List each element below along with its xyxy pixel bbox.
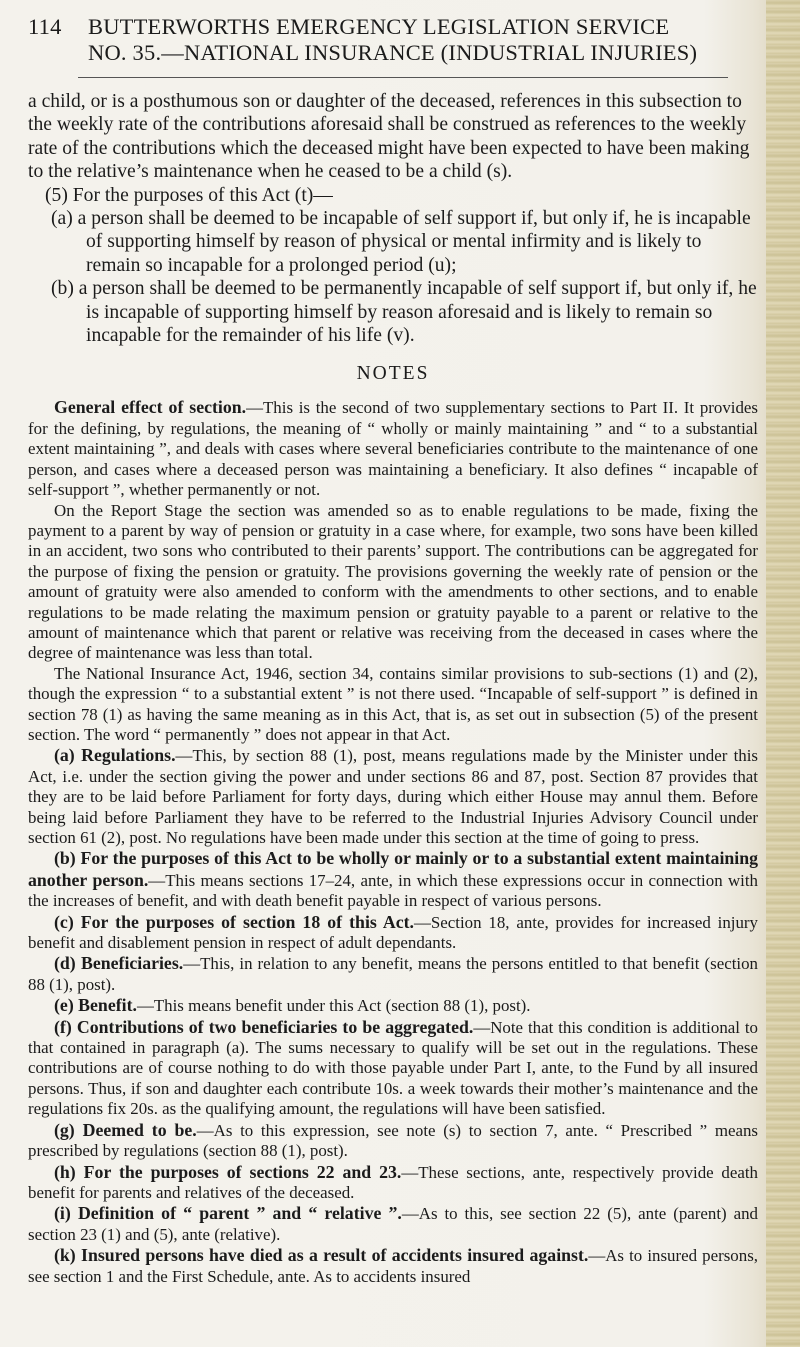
note-item bbox=[28, 1017, 758, 1120]
note-text: —This is the second of two supplementary sections to Part II. It provides for the defining, by regulations, the meaning of “ wholly or mainly maintaining ” and “ to a substantial extent maintaining ”, and deals with cases where several beneficiaries contribute to the maintenance of one person, and cases where a deceased person was maintaining a beneficiary. It also defines “ incapable of self-support ”, whether permanently or not. bbox=[28, 398, 758, 500]
subsection-5: (5) For the purposes of this Act (t)— bbox=[45, 184, 333, 206]
note-text: —As to insured persons, see section 1 and the First Schedule, ante. As to accidents insured bbox=[28, 1246, 758, 1286]
report-stage-note: On the Report Stage the section was amended so as to enable regulations to be made, fixing the payment to a parent by way of pension or gratuity in a case where, for example, two sons have been killed in an accident, two sons who contributed to their parents’ support. The contributions can be aggregated for the purpose of fixing the pension or gratuity. The provisions governing the weekly rate of pension or the amount of gratuity were also amended to conform with the amendments to other sections, and to enable regulations to be made relating the maximum pension or gratuity payable to a parent or relative to the amount of maintenance which that parent or relative was receiving from the deceased in cases where the degree of maintenance was less than total. bbox=[28, 500, 758, 663]
note-item bbox=[28, 953, 758, 995]
note-label: (c) For the purposes of section 18 of this Act. bbox=[54, 911, 414, 932]
note-label: (e) Benefit. bbox=[54, 995, 137, 1016]
note-text: —This, in relation to any benefit, means the persons entitled to that benefit (section 88 (1), post). bbox=[28, 954, 758, 994]
note-label: (g) Deemed to be. bbox=[54, 1119, 197, 1140]
general-effect-note bbox=[28, 397, 758, 500]
note-label: (f) Contributions of two beneficiaries to be aggregated. bbox=[54, 1016, 474, 1037]
continuation-paragraph: a child, or is a posthumous son or daughter of the deceased, references in this subsection to the weekly rate of the contributions aforesaid shall be construed as references to the weekly rate of the contributions which the deceased might have been expected to have been making to the relative’s maintenance when he ceased to be a child (s). bbox=[28, 91, 750, 183]
section-head: NO. 35.—NATIONAL INSURANCE (INDUSTRIAL INJURIES) bbox=[88, 40, 698, 65]
note-text: —This means sections 17–24, ante, in which these expressions occur in connection with the increases of benefit, and with death benefit payable in respect of various persons. bbox=[28, 870, 758, 911]
note-text: —As to this, see section 22 (5), ante (parent) and section 23 (1) and (5), ante (relative). bbox=[28, 1204, 758, 1244]
page-number: 114 bbox=[28, 14, 62, 39]
page-header bbox=[28, 14, 758, 40]
note-label: (k) Insured persons have died as a result of accidents insured against. bbox=[54, 1245, 589, 1266]
note-item bbox=[28, 995, 758, 1016]
note-label: (i) Definition of “ parent ” and “ relative ”. bbox=[54, 1203, 402, 1224]
notes-section bbox=[28, 397, 758, 1286]
note-item bbox=[28, 745, 758, 848]
running-head: BUTTERWORTHS EMERGENCY LEGISLATION SERVICE bbox=[88, 14, 670, 39]
page-content bbox=[28, 14, 758, 1287]
note-label: (h) For the purposes of sections 22 and 23. bbox=[54, 1161, 402, 1182]
note-title: General effect of section. bbox=[54, 397, 247, 418]
paragraph-a: (a) a person shall be deemed to be incapable of self support if, but only if, he is incapable of supporting himself by reason of physical or mental infirmity and is likely to remain so incapable for a prolonged period (u); bbox=[51, 208, 751, 276]
note-item bbox=[28, 1120, 758, 1162]
note-text: —These sections, ante, respectively provide death benefit for parents and relatives of the deceased. bbox=[28, 1162, 758, 1202]
note-label: (b) For the purposes of this Act to be wholly or mainly or to a substantial extent maintaining another person. bbox=[28, 848, 758, 890]
paragraph-b: (b) a person shall be deemed to be permanently incapable of self support if, but only if, he is incapable of supporting himself by reason aforesaid and is likely to remain so incapable for the remainder of his life (v). bbox=[51, 278, 757, 347]
statute-text bbox=[28, 90, 758, 347]
note-text: —This means benefit under this Act (section 88 (1), post). bbox=[136, 996, 531, 1016]
note-label: (d) Beneficiaries. bbox=[54, 953, 184, 974]
note-text: —Section 18, ante, provides for increased injury benefit and disablement pension in respect of adult dependants. bbox=[28, 912, 758, 953]
note-text: —This, by section 88 (1), post, means regulations made by the Minister under this Act, i.e. under the section giving the power and under sections 86 and 87, post. Section 87 provides that they are to be laid before Parliament for forty days, during which either House may annul them. Before being laid before Parliament they have to be referred to the Industrial Injuries Advisory Council under section 61 (2), post. No regulations have been made under this section at the time of going to press. bbox=[28, 746, 758, 847]
header-rule bbox=[78, 77, 728, 78]
note-text: —As to this expression, see note (s) to section 7, ante. “ Prescribed ” means prescribed by regulations (section 88 (1), post). bbox=[28, 1120, 758, 1161]
notes-heading: NOTES bbox=[356, 363, 430, 385]
note-label: (a) Regulations. bbox=[54, 745, 176, 766]
note-text: —Note that this condition is additional to that contained in paragraph (a). The sums necessary to qualify will be set out in the regulations. These contributions are of course nothing to do with those payable under Part I, ante, to the Fund by all insured persons. Thus, if son and daughter each contribute 10s. a week towards their mother’s maintenance and the regulations fix 20s. as the qualifying amount, the regulations will have been satisfied. bbox=[28, 1017, 758, 1119]
note-item bbox=[28, 1245, 758, 1287]
page-edge bbox=[766, 0, 800, 1347]
ni-act-note: The National Insurance Act, 1946, section 34, contains similar provisions to sub-sections (1) and (2), though the expression “ to a substantial extent ” is not there used. “Incapable of self-support ” is defined in section 78 (1) as having the same meaning as in this Act, that is, as set out in subsection (5) of the present section. The word “ permanently ” does not appear in that Act. bbox=[28, 663, 758, 744]
note-item bbox=[28, 848, 758, 911]
note-item bbox=[28, 1203, 758, 1245]
note-item bbox=[28, 1162, 758, 1204]
note-item bbox=[28, 912, 758, 954]
